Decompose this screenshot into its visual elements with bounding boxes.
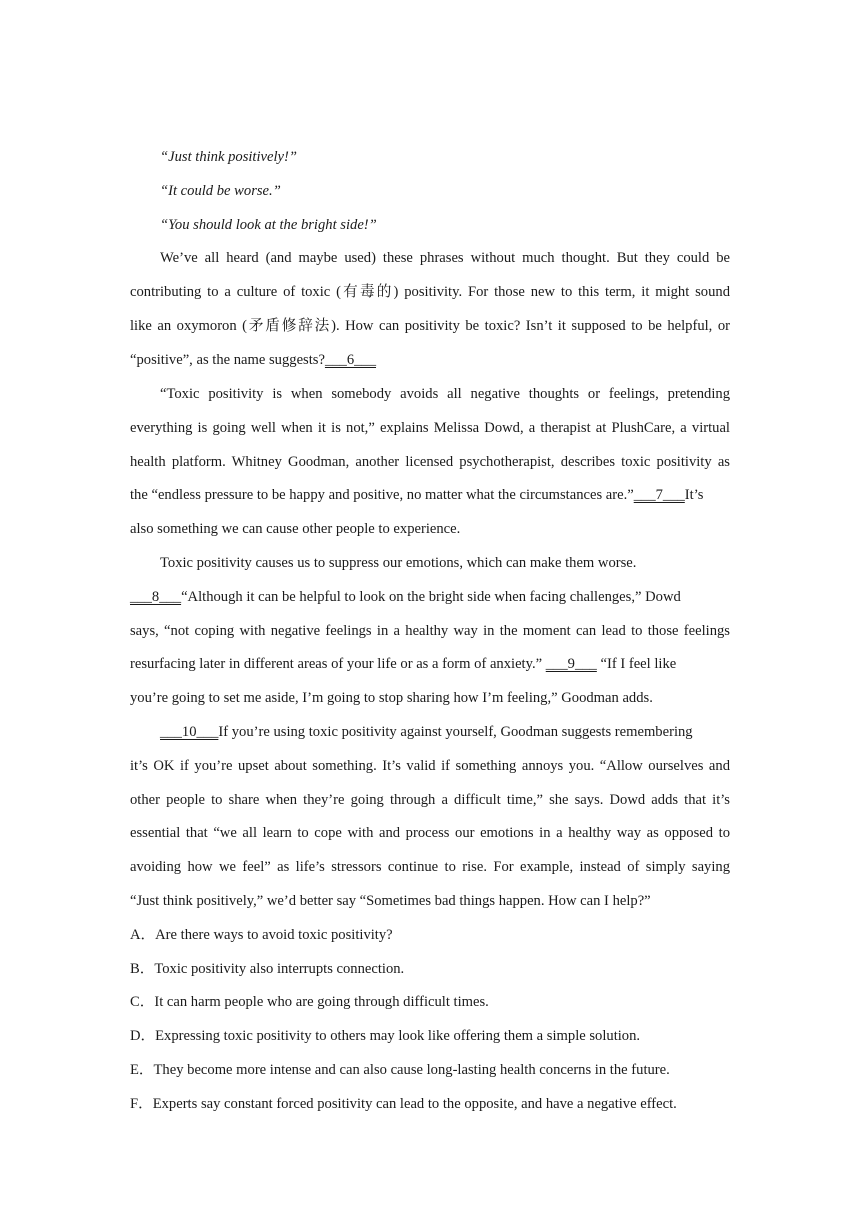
blank-8: ___8___ bbox=[130, 589, 182, 605]
paragraph-3-line: says, “not coping with negative feelings in a healthy way in the moment can lead to those feelings bbox=[130, 623, 730, 639]
text: the “endless pressure to be happy and positive, no matter what the circumstances are.” bbox=[130, 487, 634, 503]
paragraph-1-line: like an oxymoron (矛盾修辞法). How can positivity be toxic? Isn’t it supposed to be helpful, or bbox=[130, 318, 730, 334]
text: “positive”, as the name suggests? bbox=[130, 352, 325, 368]
paragraph-2-line: “Toxic positivity is when somebody avoids all negative thoughts or feelings, pretending bbox=[160, 386, 730, 402]
text: resurfacing later in different areas of your life or as a form of anxiety.” bbox=[130, 656, 546, 672]
paragraph-1-line bbox=[130, 351, 730, 369]
blank-9: ___9___ bbox=[545, 656, 597, 672]
paragraph-2-line: health platform. Whitney Goodman, another licensed psychotherapist, describes toxic positivity as bbox=[130, 454, 730, 470]
paragraph-2-line: also something we can cause other people to experience. bbox=[130, 521, 461, 537]
paragraph-3-line bbox=[130, 655, 730, 673]
quote-line: “You should look at the bright side!” bbox=[160, 217, 377, 233]
paragraph-3-line bbox=[130, 588, 730, 606]
option-d: D．Expressing toxic positivity to others may look like offering them a simple solution. bbox=[130, 1028, 641, 1044]
paragraph-3-line: you’re going to set me aside, I’m going to stop sharing how I’m feeling,” Goodman adds. bbox=[130, 690, 653, 706]
quote-line: “It could be worse.” bbox=[160, 183, 281, 199]
option-f: F．Experts say constant forced positivity can lead to the opposite, and have a negative effect. bbox=[130, 1096, 677, 1112]
paragraph-4-line bbox=[160, 723, 730, 741]
paragraph-2-line bbox=[130, 486, 730, 504]
text: It’s bbox=[684, 487, 704, 503]
paragraph-4-line: essential that “we all learn to cope with and process our emotions in a healthy way as opposed to bbox=[130, 825, 730, 841]
option-c: C．It can harm people who are going through difficult times. bbox=[130, 994, 489, 1010]
paragraph-4-line: other people to share when they’re going through a difficult time,” she says. Dowd adds that it’s bbox=[130, 792, 730, 808]
paragraph-3-line: Toxic positivity causes us to suppress our emotions, which can make them worse. bbox=[160, 555, 637, 571]
text: “If I feel like bbox=[596, 656, 677, 672]
quote-line: “Just think positively!” bbox=[160, 149, 298, 165]
paragraph-2-line: everything is going well when it is not,” explains Melissa Dowd, a therapist at PlushCare, a virtual bbox=[130, 420, 730, 436]
blank-6: ___6___ bbox=[324, 352, 377, 368]
text: If you’re using toxic positivity against yourself, Goodman suggests remembering bbox=[218, 724, 693, 740]
paragraph-1-line: We’ve all heard (and maybe used) these phrases without much thought. But they could be bbox=[160, 250, 730, 266]
paragraph-4-line: it’s OK if you’re upset about something. It’s valid if something annoys you. “Allow ourselves and bbox=[130, 758, 730, 774]
option-a: A．Are there ways to avoid toxic positivity? bbox=[130, 927, 393, 943]
paragraph-4-line: “Just think positively,” we’d better say “Sometimes bad things happen. How can I help?” bbox=[130, 893, 651, 909]
paragraph-1-line: contributing to a culture of toxic (有毒的) positivity. For those new to this term, it might sound bbox=[130, 284, 730, 300]
blank-10: ___10___ bbox=[160, 724, 219, 740]
text: “Although it can be helpful to look on the bright side when facing challenges,” Dowd bbox=[181, 589, 681, 605]
paragraph-4-line: avoiding how we feel” as life’s stressors continue to rise. For example, instead of simply saying bbox=[130, 859, 730, 875]
option-b: B．Toxic positivity also interrupts connection. bbox=[130, 961, 405, 977]
blank-7: ___7___ bbox=[633, 487, 685, 503]
option-e: E．They become more intense and can also cause long-lasting health concerns in the future. bbox=[130, 1062, 670, 1078]
